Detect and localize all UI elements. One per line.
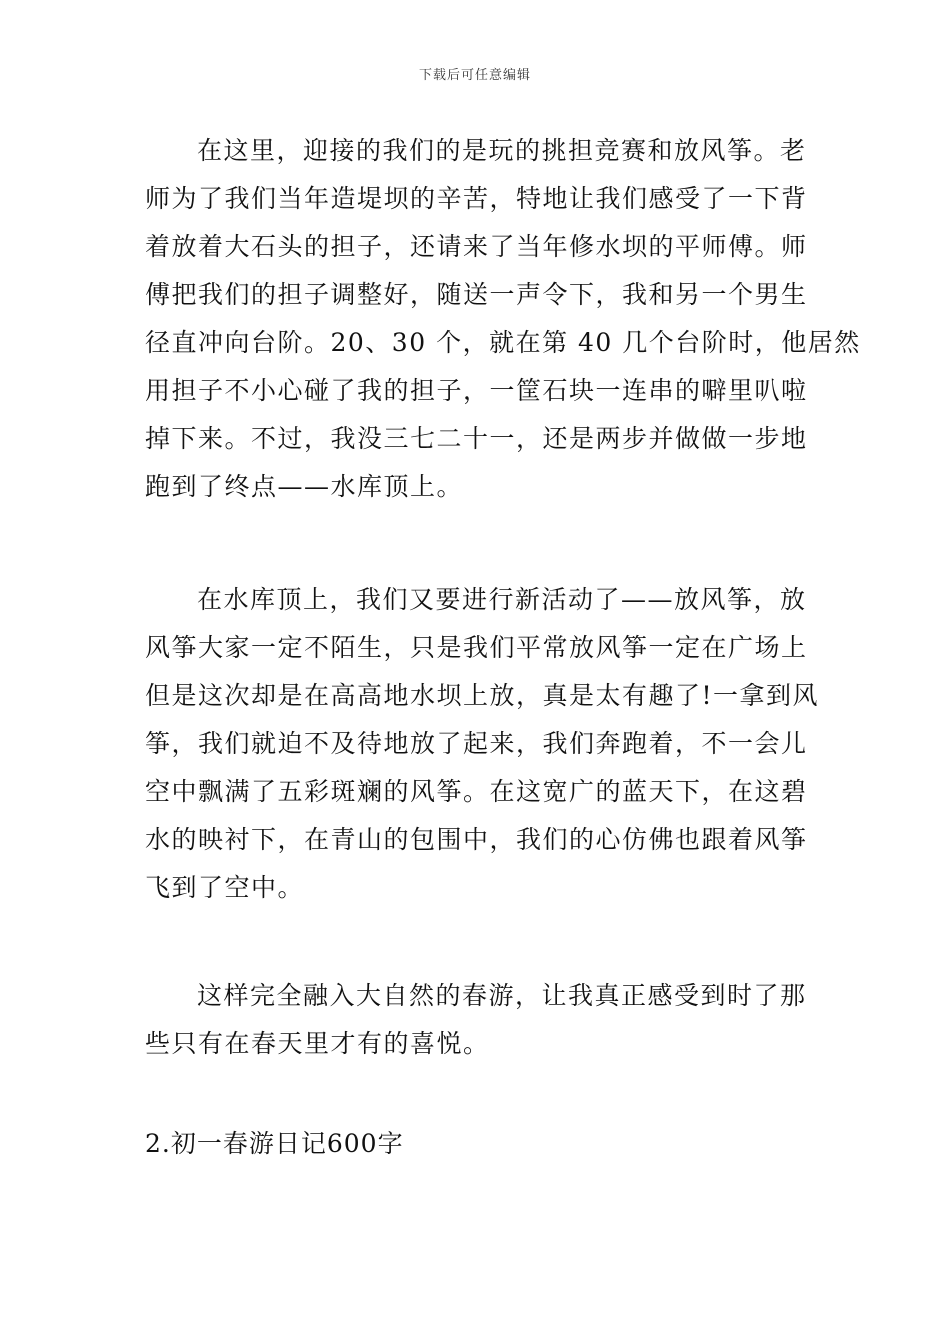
paragraph-line: 些只有在春天里才有的喜悦。 — [145, 1029, 490, 1058]
paragraph-line: 傅把我们的担子调整好，随送一声令下，我和另一个男生 — [145, 280, 808, 309]
paragraph-line: 着放着大石头的担子，还请来了当年修水坝的平师傅。师 — [145, 232, 808, 261]
paragraph-line: 空中飘满了五彩斑斓的风筝。在这宽广的蓝天下，在这碧 — [145, 777, 808, 806]
header-note: 下载后可任意编辑 — [418, 68, 531, 83]
paragraph — [145, 576, 820, 912]
paragraph-line: 在水库顶上，我们又要进行新活动了——放风筝，放 — [197, 585, 807, 614]
paragraph — [145, 127, 861, 511]
paragraph-line: 师为了我们当年造堤坝的辛苦，特地让我们感受了一下背 — [145, 184, 808, 213]
paragraph-line: 用担子不小心碰了我的担子，一筐石块一连串的噼里叭啦 — [145, 376, 808, 405]
paragraph — [145, 972, 805, 1068]
paragraph-line: 水的映衬下，在青山的包围中，我们的心仿佛也跟着风筝 — [145, 825, 808, 854]
paragraph-line: 飞到了空中。 — [145, 873, 305, 902]
paragraph-line: 跑到了终点——水库顶上。 — [145, 472, 464, 501]
paragraph-line: 风筝大家一定不陌生，只是我们平常放风筝一定在广场上 — [145, 633, 808, 662]
section-heading: 2.初一春游日记600字 — [145, 1129, 404, 1158]
paragraph-line: 掉下来。不过，我没三七二十一，还是两步并做做一步地 — [145, 424, 808, 453]
paragraph-line: 筝，我们就迫不及待地放了起来，我们奔跑着，不一会儿 — [145, 729, 808, 758]
paragraph-line: 这样完全融入大自然的春游，让我真正感受到时了那 — [197, 981, 807, 1010]
paragraph-line: 径直冲向台阶。20、30 个，就在第 40 几个台阶时，他居然 — [145, 328, 861, 357]
paragraph-line: 但是这次却是在高高地水坝上放，真是太有趣了!一拿到风 — [145, 681, 820, 710]
paragraph-line: 在这里，迎接的我们的是玩的挑担竞赛和放风筝。老 — [197, 136, 807, 165]
